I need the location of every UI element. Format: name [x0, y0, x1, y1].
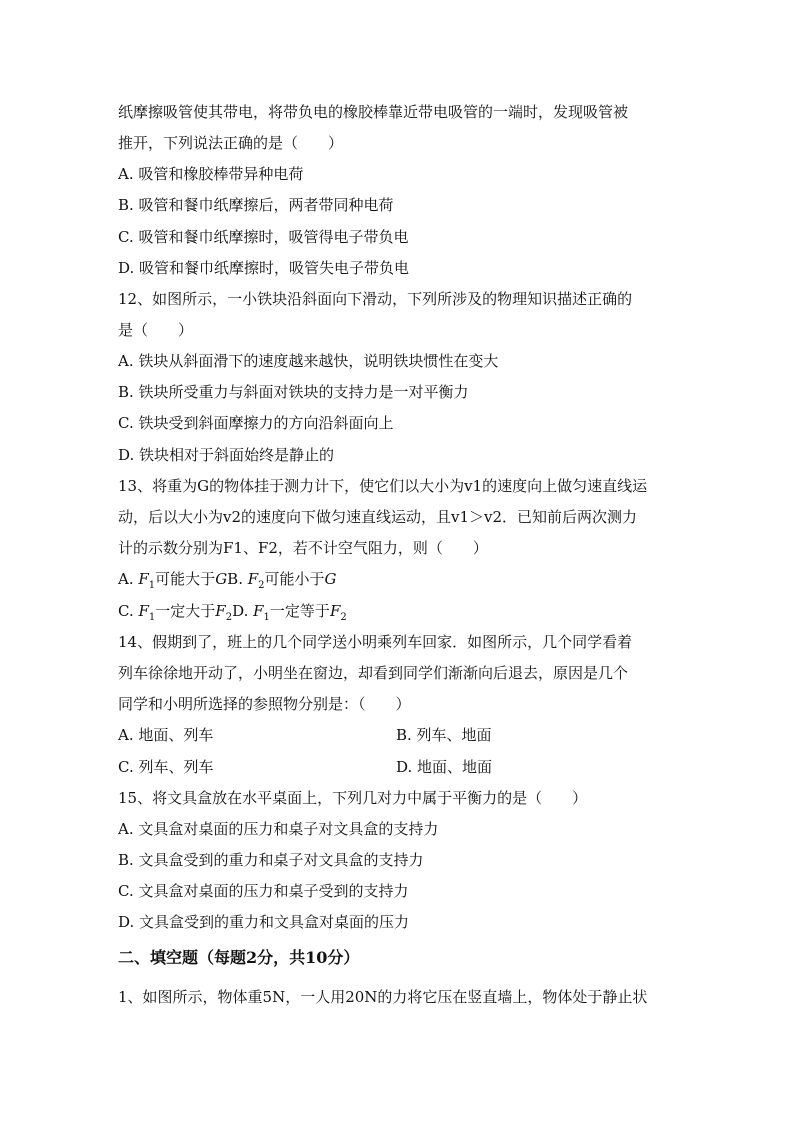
- sub-2: 2: [225, 612, 233, 623]
- q14-line-2: 列车徐徐地开动了，小明坐在窗边，却看到同学们渐渐向后退去，原因是几个: [118, 664, 629, 682]
- var-f: F: [253, 602, 264, 620]
- q13-line-2: 动，后以大小为v2的速度向下做匀速直线运动，且v1＞v2．已知前后两次测力: [118, 508, 638, 526]
- intro-option-c: C. 吸管和餐巾纸摩擦时，吸管得电子带负电: [118, 228, 409, 246]
- q14-line-3: 同学和小明所选择的参照物分别是：（ ）: [118, 695, 411, 713]
- q14-option-d: D. 地面、地面: [396, 758, 493, 776]
- var-f: F: [247, 570, 259, 588]
- q13-a-text: 可能大于: [155, 570, 216, 588]
- q13-c-text: 一定大于: [155, 602, 216, 620]
- var-f: F: [329, 602, 341, 620]
- q14-line-1: 14、假期到了，班上的几个同学送小明乘列车回家．如图所示，几个同学看着: [118, 633, 633, 651]
- q12-line-2: 是（ ）: [118, 321, 194, 339]
- q15-line-1: 15、将文具盒放在水平桌面上，下列几对力中属于平衡力的是（ ）: [118, 789, 588, 807]
- q15-option-d: D. 文具盒受到的重力和文具盒对桌面的压力: [118, 913, 410, 931]
- fill-q1-line-1: 1、如图所示，物体重5N，一人用20N的力将它压在竖直墙上，物体处于静止状: [118, 988, 648, 1006]
- intro-option-a: A. 吸管和橡胶棒带异种电荷: [118, 165, 304, 183]
- var-g: G: [215, 570, 228, 588]
- intro-line-2: 推开，下列说法正确的是（ ）: [118, 134, 344, 152]
- q13-b-text: 可能小于: [264, 570, 325, 588]
- q15-option-c: C. 文具盒对桌面的压力和桌子受到的支持力: [118, 882, 409, 900]
- q15-option-a: A. 文具盒对桌面的压力和桌子对文具盒的支持力: [118, 820, 439, 838]
- q12-option-d: D. 铁块相对于斜面始终是静止的: [118, 446, 335, 464]
- q14-option-a: A. 地面、列车: [118, 726, 214, 744]
- q12-option-c: C. 铁块受到斜面摩擦力的方向沿斜面向上: [118, 414, 394, 432]
- intro-option-d: D. 吸管和餐巾纸摩擦时，吸管失电子带负电: [118, 259, 410, 277]
- intro-line-1: 纸摩擦吸管使其带电，将带负电的橡胶棒靠近带电吸管的一端时，发现吸管被: [118, 103, 629, 121]
- q12-option-a: A. 铁块从斜面滑下的速度越来越快，说明铁块惯性在变大: [118, 352, 499, 370]
- var-f: F: [215, 602, 226, 620]
- sub-1: 1: [148, 612, 156, 623]
- section-heading: 二、填空题（每题2分，共10分）: [118, 948, 360, 967]
- q12-option-b: B. 铁块所受重力与斜面对铁块的支持力是一对平衡力: [118, 383, 469, 401]
- q14-option-b: B. 列车、地面: [396, 726, 492, 744]
- q13-line-3: 计的示数分别为F1、F2，若不计空气阻力，则（ ）: [118, 539, 488, 557]
- q13-c-prefix: C.: [118, 602, 139, 620]
- sub-2: 2: [340, 612, 347, 623]
- sub-1: 1: [263, 612, 270, 623]
- q12-line-1: 12、如图所示，一小铁块沿斜面向下滑动，下列所涉及的物理知识描述正确的: [118, 290, 633, 308]
- sub-2: 2: [258, 580, 265, 591]
- q13-option-ab: [118, 569, 337, 596]
- q13-b-prefix: B.: [227, 570, 248, 588]
- intro-option-b: B. 吸管和餐巾纸摩擦后，两者带同种电荷: [118, 196, 394, 214]
- var-g: G: [324, 570, 337, 588]
- q13-a-prefix: A.: [118, 570, 139, 588]
- var-f: F: [138, 570, 149, 588]
- var-f: F: [138, 602, 149, 620]
- q13-line-1: 13、将重为G的物体挂于测力计下，使它们以大小为v1的速度向上做匀速直线运: [118, 477, 648, 495]
- q13-d-text: 一定等于: [269, 602, 330, 620]
- sub-1: 1: [148, 580, 156, 591]
- q14-option-c: C. 列车、列车: [118, 758, 214, 776]
- q15-option-b: B. 文具盒受到的重力和桌子对文具盒的支持力: [118, 851, 424, 869]
- q13-option-cd: [118, 601, 347, 628]
- q13-d-prefix: D.: [232, 602, 254, 620]
